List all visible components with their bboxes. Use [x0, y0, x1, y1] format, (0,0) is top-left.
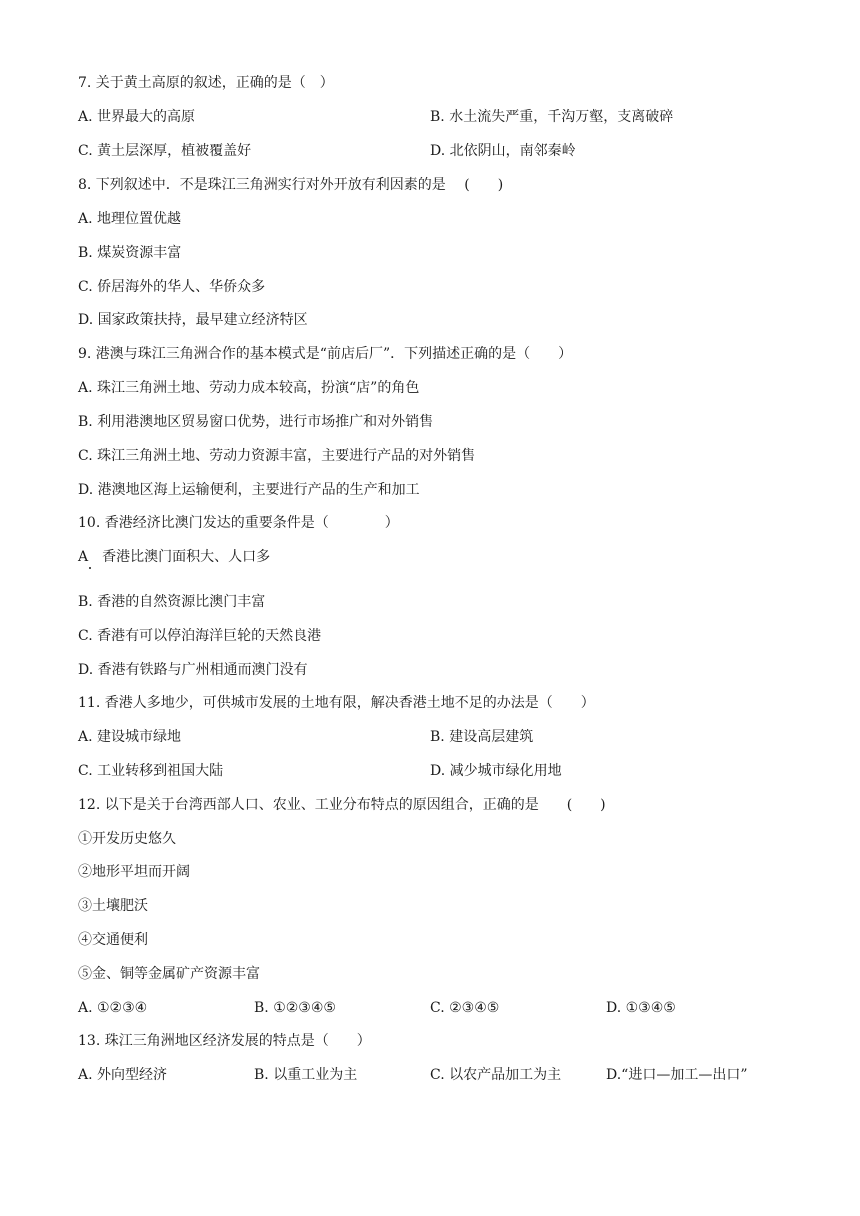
q7-option-a: A. 世界最大的高原: [78, 109, 196, 125]
q8-option-a: A. 地理位置优越: [78, 211, 182, 227]
q9-option-b: B. 利用港澳地区贸易窗口优势，进行市场推广和对外销售: [78, 414, 434, 430]
q12-stem: 12. 以下是关于台湾西部人口、农业、工业分布特点的原因组合，正确的是 ( ): [78, 797, 606, 813]
q13-option-b: B. 以重工业为主: [254, 1067, 358, 1083]
q11-option-b: B. 建设高层建筑: [430, 729, 534, 745]
q8-option-b: B. 煤炭资源丰富: [78, 245, 182, 261]
q8-option-d: D. 国家政策扶持，最早建立经济特区: [78, 312, 308, 328]
stray-dot-mark: [89, 567, 91, 569]
q12-option-c: C. ②③④⑤: [430, 1000, 500, 1016]
q10-stem: 10. 香港经济比澳门发达的重要条件是（ ）: [78, 515, 399, 531]
q12-option-a: A. ①②③④: [78, 1000, 148, 1016]
q12-item-2: ②地形平坦而开阔: [78, 864, 190, 880]
q10-option-a: A 香港比澳门面积大、人口多: [78, 549, 271, 565]
q13-option-c: C. 以农产品加工为主: [430, 1067, 562, 1083]
q7-stem: 7. 关于黄土高原的叙述，正确的是（ ）: [78, 75, 334, 91]
q10-option-c: C. 香港有可以停泊海洋巨轮的天然良港: [78, 628, 322, 644]
q12-option-b: B. ①②③④⑤: [254, 1000, 336, 1016]
q7-option-b: B. 水土流失严重，千沟万壑，支离破碎: [430, 109, 674, 125]
q10-option-b: B. 香港的自然资源比澳门丰富: [78, 594, 266, 610]
q7-option-c: C. 黄土层深厚，植被覆盖好: [78, 143, 252, 159]
q11-stem: 11. 香港人多地少，可供城市发展的土地有限，解决香港土地不足的办法是（ ）: [78, 695, 595, 711]
q9-stem: 9. 港澳与珠江三角洲合作的基本模式是“前店后厂”．下列描述正确的是（ ）: [78, 346, 573, 362]
q11-option-a: A. 建设城市绿地: [78, 729, 182, 745]
q7-option-d: D. 北依阴山，南邻秦岭: [430, 143, 576, 159]
q12-item-3: ③土壤肥沃: [78, 898, 148, 914]
q12-item-5: ⑤金、铜等金属矿产资源丰富: [78, 966, 260, 982]
q12-item-1: ①开发历史悠久: [78, 831, 176, 847]
q9-option-d: D. 港澳地区海上运输便利，主要进行产品的生产和加工: [78, 482, 420, 498]
q8-stem: 8. 下列叙述中．不是珠江三角洲实行对外开放有利因素的是 ( ): [78, 177, 504, 193]
q11-option-d: D. 减少城市绿化用地: [430, 763, 562, 779]
q11-option-c: C. 工业转移到祖国大陆: [78, 763, 224, 779]
q13-option-a: A. 外向型经济: [78, 1067, 168, 1083]
q9-option-a: A. 珠江三角洲土地、劳动力成本较高，扮演“店”的角色: [78, 380, 420, 396]
q8-option-c: C. 侨居海外的华人、华侨众多: [78, 279, 266, 295]
q12-option-d: D. ①③④⑤: [606, 1000, 676, 1016]
q10-option-d: D. 香港有铁路与广州相通而澳门没有: [78, 662, 308, 678]
q13-stem: 13. 珠江三角洲地区经济发展的特点是（ ）: [78, 1033, 371, 1049]
q9-option-c: C. 珠江三角洲土地、劳动力资源丰富，主要进行产品的对外销售: [78, 448, 476, 464]
q12-item-4: ④交通便利: [78, 932, 148, 948]
q13-option-d: D.“进口—加工—出口”: [606, 1067, 748, 1083]
